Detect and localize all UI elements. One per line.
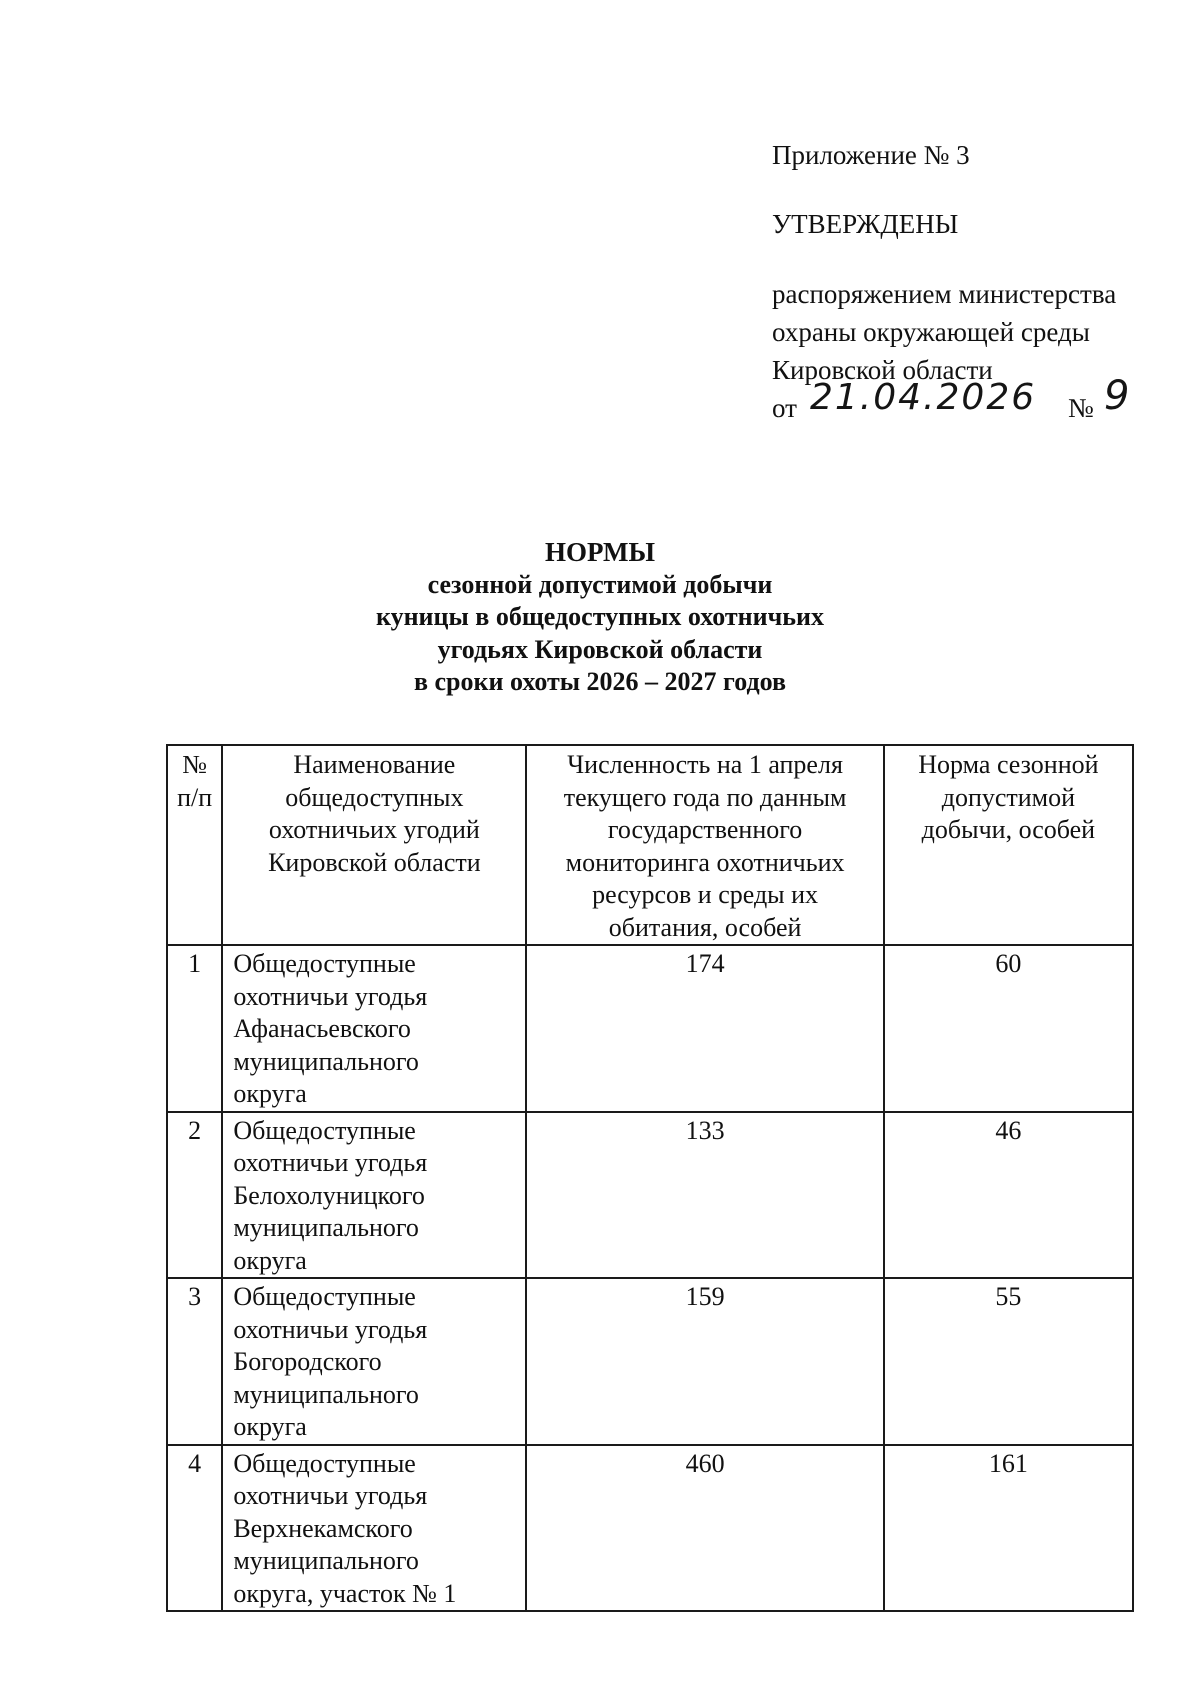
norms-table: [166, 744, 1134, 1612]
row-name: Общедоступные охотничьи угодья Афанасьевского муниципального округа: [222, 945, 526, 1112]
order-line: распоряжением министерства: [772, 279, 1117, 309]
table-header-row: [167, 745, 1133, 945]
row-number: 1: [167, 945, 222, 1112]
row-name: Общедоступные охотничьи угодья Белохолуницкого муниципального округа: [222, 1112, 526, 1279]
row-population: 159: [526, 1278, 883, 1445]
row-population: 174: [526, 945, 883, 1112]
title-line: угодьях Кировской области: [437, 634, 763, 664]
row-norm: 161: [884, 1445, 1133, 1612]
header-population: Численность на 1 апреля текущего года по данным государственного мониторинга охотничьих ресурсов и среды их обитания, особей: [526, 745, 883, 945]
appendix-label: Приложение № 3: [772, 140, 970, 170]
header-name: Наименование общедоступных охотничьих угодий Кировской области: [222, 745, 526, 945]
row-population: 133: [526, 1112, 883, 1279]
order-line: охраны окружающей среды: [772, 317, 1090, 347]
title-line: куницы в общедоступных охотничьих: [375, 602, 825, 631]
row-name: Общедоступные охотничьи угодья Богородского муниципального округа: [222, 1278, 526, 1445]
handwritten-date: 21.04.2026: [810, 377, 1037, 418]
order-line: Кировской области: [772, 355, 993, 385]
table-row: [167, 1445, 1133, 1612]
header-norm: Норма сезонной допустимой добычи, особей: [884, 745, 1133, 945]
table-row: [167, 1112, 1133, 1279]
approval-block: [772, 136, 1172, 427]
row-norm: 60: [884, 945, 1133, 1112]
table-row: [167, 945, 1133, 1112]
header-number: № п/п: [167, 745, 222, 945]
number-prefix: №: [1068, 393, 1094, 423]
row-norm: 55: [884, 1278, 1133, 1445]
handwritten-number: 9: [1104, 373, 1132, 419]
approved-label: УТВЕРЖДЕНЫ: [772, 209, 959, 239]
table-row: [167, 1278, 1133, 1445]
title-main: НОРМЫ: [545, 537, 655, 567]
row-population: 460: [526, 1445, 883, 1612]
row-number: 3: [167, 1278, 222, 1445]
date-number-line: [772, 373, 1172, 427]
row-name: Общедоступные охотничьи угодья Верхнекамского муниципального округа, участок № 1: [222, 1445, 526, 1612]
title-line: сезонной допустимой добычи: [427, 569, 773, 599]
row-number: 2: [167, 1112, 222, 1279]
title-line: в сроки охоты 2026 – 2027 годов: [413, 667, 787, 696]
date-prefix: от: [772, 393, 797, 423]
row-norm: 46: [884, 1112, 1133, 1279]
row-number: 4: [167, 1445, 222, 1612]
document-title: [0, 536, 1200, 699]
